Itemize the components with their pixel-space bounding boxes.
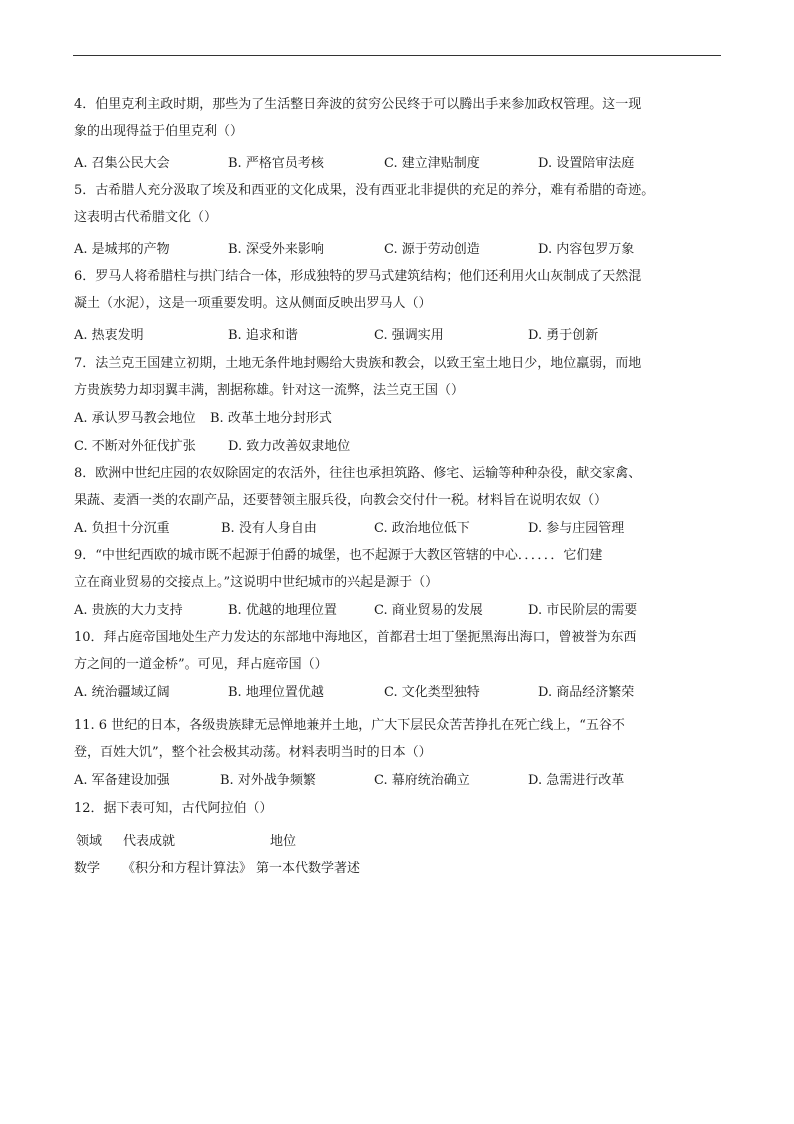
- question-6-line-2: 凝土（水泥），这是一项重要发明。这从侧面反映出罗马人（）: [74, 296, 432, 311]
- question-9: [74, 542, 724, 596]
- question-4-option-c[interactable]: C. 建立津贴制度: [384, 156, 480, 171]
- question-5-options: [74, 236, 724, 263]
- question-8-option-b[interactable]: B. 没有人身自由: [221, 521, 317, 536]
- question-7-option-b[interactable]: B. 改革土地分封形式: [210, 411, 332, 426]
- question-6: [74, 263, 724, 317]
- table-cell-field: 数学: [74, 861, 101, 876]
- question-10: [74, 624, 724, 678]
- question-4-option-a[interactable]: A. 召集公民大会: [74, 156, 170, 171]
- question-5-line-1: 5．古希腊人充分汲取了埃及和西亚的文化成果，没有西亚北非提供的充足的养分，难有希腊的奇迹。: [74, 183, 655, 198]
- question-11-option-d[interactable]: D. 急需进行改革: [528, 773, 625, 788]
- question-6-option-b[interactable]: B. 追求和谐: [228, 328, 298, 343]
- table-cell-status: 第一本代数学著述: [256, 861, 361, 876]
- question-4-option-d[interactable]: D. 设置陪审法庭: [538, 156, 635, 171]
- header-rule: [73, 55, 721, 56]
- question-5: [74, 177, 724, 231]
- question-7-option-d[interactable]: D. 致力改善奴隶地位: [228, 439, 351, 454]
- question-9-option-a[interactable]: A. 贵族的大力支持: [74, 603, 183, 618]
- question-12: [74, 795, 724, 822]
- question-4-line-2: 象的出现得益于伯里克利（）: [74, 124, 244, 139]
- question-6-option-c[interactable]: C. 强调实用: [374, 328, 444, 343]
- question-4: [74, 91, 724, 145]
- question-9-line-2: 立在商业贸易的交接点上。”这说明中世纪城市的兴起是源于（）: [74, 575, 439, 590]
- question-10-option-b[interactable]: B. 地理位置优越: [228, 685, 324, 700]
- question-9-line-1: 9．“中世纪西欧的城市既不起源于伯爵的城堡，也不起源于大教区管辖的中心．．．．．．它们建: [74, 548, 603, 563]
- question-10-option-c[interactable]: C. 文化类型独特: [384, 685, 480, 700]
- question-10-options: [74, 679, 724, 706]
- question-10-line-1: 10．拜占庭帝国地处生产力发达的东部地中海地区，首都君士坦丁堡扼黑海出海口，曾被誉为东西: [74, 630, 637, 645]
- question-4-options: [74, 150, 724, 177]
- question-4-line-1: 4．伯里克利主政时期，那些为了生活整日奔波的贫穷公民终于可以腾出手来参加政权管理。这一现: [74, 97, 642, 112]
- question-5-option-b[interactable]: B. 深受外来影响: [228, 242, 324, 257]
- question-5-line-2: 这表明古代希腊文化（）: [74, 210, 218, 225]
- question-10-option-d[interactable]: D. 商品经济繁荣: [538, 685, 635, 700]
- question-11-option-b[interactable]: B. 对外战争频繁: [220, 773, 316, 788]
- question-11-line-1: 11. 6 世纪的日本，各级贵族肆无忌惮地兼并土地，广大下层民众苦苦挣扎在死亡线上，“五谷不: [74, 718, 625, 733]
- table-header-field: 领域: [76, 834, 103, 849]
- question-6-option-a[interactable]: A. 热衷发明: [74, 328, 144, 343]
- question-10-line-2: 方之间的一道金桥”。可见，拜占庭帝国（）: [74, 657, 328, 672]
- question-9-option-d[interactable]: D. 市民阶层的需要: [528, 603, 638, 618]
- question-12-line-1: 12．据下表可知，古代阿拉伯（）: [74, 801, 273, 816]
- question-8-line-1: 8．欧洲中世纪庄园的农奴除固定的农活外，往往也承担筑路、修宅、运输等种种杂役，献交家禽、: [74, 466, 642, 481]
- table-header-status: 地位: [270, 834, 297, 849]
- question-5-option-d[interactable]: D. 内容包罗万象: [538, 242, 635, 257]
- question-7-option-a[interactable]: A. 承认罗马教会地位: [74, 411, 196, 426]
- question-11-option-a[interactable]: A. 军备建设加强: [74, 773, 170, 788]
- question-7-line-2: 方贵族势力却羽翼丰满，割据称雄。针对这一流弊，法兰克王国（）: [74, 383, 465, 398]
- question-10-option-a[interactable]: A. 统治疆域辽阔: [74, 685, 170, 700]
- question-8-option-d[interactable]: D. 参与庄园管理: [528, 521, 625, 536]
- question-11-options: [74, 767, 724, 794]
- table-header-achievement: 代表成就: [123, 834, 176, 849]
- question-8-line-2: 果蔬、麦酒一类的农副产品，还要替领主服兵役，向教会交付什一税。材料旨在说明农奴（）: [74, 493, 608, 508]
- question-8-options: [74, 515, 724, 542]
- question-5-option-a[interactable]: A. 是城邦的产物: [74, 242, 170, 257]
- question-9-option-c[interactable]: C. 商业贸易的发展: [374, 603, 483, 618]
- question-11-line-2: 登，百姓大饥”，整个社会极其动荡。材料表明当时的日本（）: [74, 745, 432, 760]
- question-5-option-c[interactable]: C. 源于劳动创造: [384, 242, 480, 257]
- question-9-option-b[interactable]: B. 优越的地理位置: [228, 603, 337, 618]
- question-8-option-c[interactable]: C. 政治地位低下: [374, 521, 470, 536]
- question-7-option-c[interactable]: C. 不断对外征伐扩张: [74, 439, 196, 454]
- question-6-line-1: 6．罗马人将希腊柱与拱门结合一体，形成独特的罗马式建筑结构；他们还利用火山灰制成了天然混: [74, 269, 642, 284]
- question-8: [74, 460, 724, 514]
- question-9-options: [74, 597, 724, 624]
- table-cell-achievement: 《积分和方程计算法》: [122, 861, 253, 876]
- question-7-options-row-2: [74, 433, 724, 460]
- question-7-options-row-1: [74, 405, 724, 432]
- question-4-option-b[interactable]: B. 严格官员考核: [228, 156, 324, 171]
- question-7-line-1: 7．法兰克王国建立初期，土地无条件地封赐给大贵族和教会，以致王室土地日少，地位羸弱，而地: [74, 356, 642, 371]
- question-6-option-d[interactable]: D. 勇于创新: [528, 328, 599, 343]
- question-11: [74, 712, 724, 766]
- question-6-options: [74, 322, 724, 349]
- question-7: [74, 350, 724, 404]
- question-11-option-c[interactable]: C. 幕府统治确立: [374, 773, 470, 788]
- question-8-option-a[interactable]: A. 负担十分沉重: [74, 521, 170, 536]
